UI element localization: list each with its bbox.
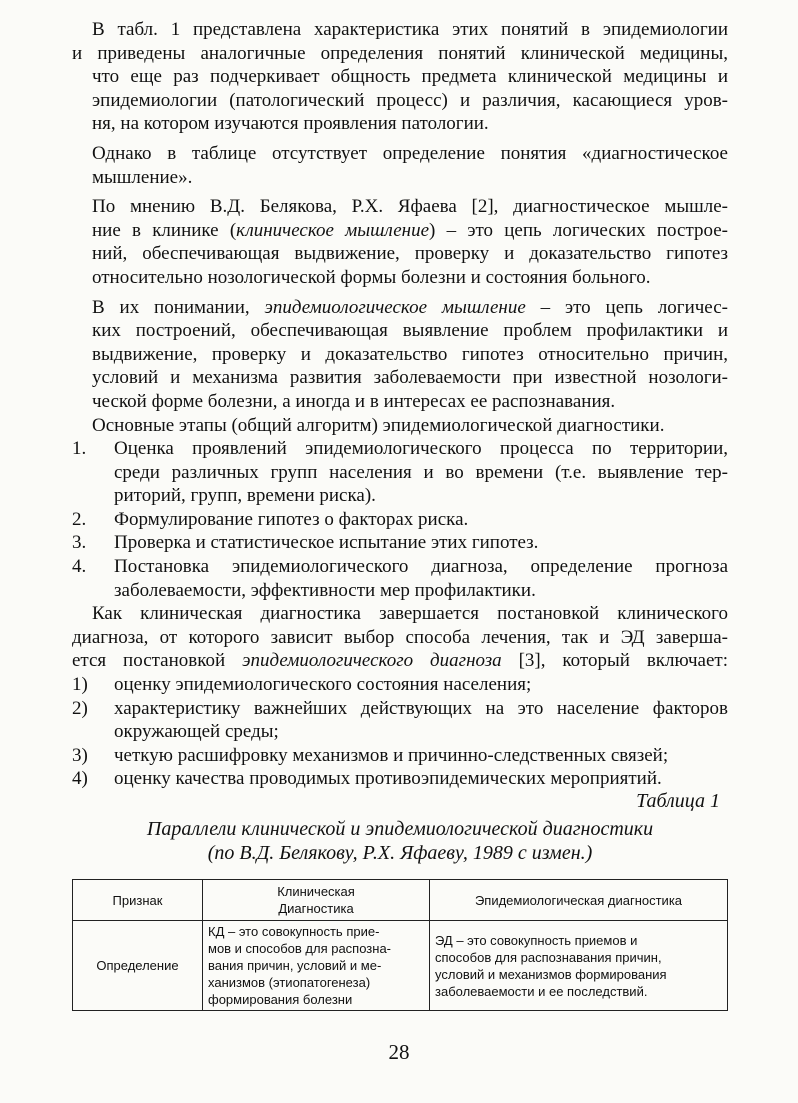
table-header-row [73, 880, 728, 921]
table-label: Таблица 1 [636, 790, 720, 812]
list-item: 1. Оценка проявлений эпидемиологического процесса по территории, среди различных групп населения и во времени (т.е. выявление тер- риторий, групп, времени риска). [72, 438, 728, 507]
list-item: 3. Проверка и статистическое испытание этих гипотез. [72, 532, 539, 554]
paragraph-6: Как клиническая диагностика завершается постановкой клинического диагноза, от которого зависит выбор способа лечения, так и ЭД заверша- ется постановкой эпидемиологического диагноза [3], который включает: [72, 603, 728, 672]
header-cell: Эпидемиологическая диагностика [430, 880, 728, 921]
table-row [73, 921, 728, 1011]
table-title: Параллели клинической и эпидемиологической диагностики (по В.Д. Белякову, Р.Х. Яфаеву, 1989 с измен.) [146, 818, 654, 864]
paragraph-1: В табл. 1 представлена характеристика этих понятий в эпидемиологии и приведены аналогичные определения понятий клинической медицины, что еще раз подчеркивает общность предмета клинической медицины и эпидемиологии (патологический процесс) и различия, касающиеся уров- ня, на котором изучаются проявления патологии. [72, 19, 728, 135]
paragraph-3: По мнению В.Д. Белякова, Р.Х. Яфаева [2], диагностическое мышле- ние в клинике (клиническое мышление) – это цепь логических построе- ний, обеспечивающая выдвижение, проверку и доказательство гипотез относительно нозологической формы болезни и состояния больного. [92, 196, 728, 288]
list-item: 4) оценку качества проводимых противоэпидемических мероприятий. [72, 768, 662, 790]
paragraph-5: Основные этапы (общий алгоритм) эпидемиологической диагностики. [92, 414, 665, 436]
list-item: 4. Постановка эпидемиологического диагноза, определение прогноза заболеваемости, эффективности мер профилактики. [72, 556, 728, 601]
components-list [72, 673, 728, 791]
list-item: 3) четкую расшифровку механизмов и причинно-следственных связей; [72, 744, 669, 766]
body-text [72, 18, 728, 791]
steps-list [72, 437, 728, 602]
paragraph-4: В их понимании, эпидемиологическое мышление – это цепь логичес- ких построений, обеспечивающая выявление проблем профилактики и выдвижение, проверку и доказательство гипотез относительно причин, условий и механизма развития заболеваемости при известной нозологи- ческой форме болезни, а иногда и в интересах ее распознавания. [92, 296, 728, 412]
table-cell: ЭД – это совокупность приемов и способов для распознавания причин, условий и механизмов формирования заболеваемости и ее последствий. [430, 921, 728, 1011]
list-item: 2. Формулирование гипотез о факторах риска. [72, 508, 469, 530]
table-cell: Определение [73, 921, 203, 1011]
comparison-table [72, 879, 728, 1011]
page-number: 28 [388, 1040, 410, 1064]
paragraph-2: Однако в таблице отсутствует определение понятия «диагностическое мышление». [92, 142, 728, 188]
list-item: 2) характеристику важнейших действующих на это население факторов окружающей среды; [72, 697, 728, 743]
list-item: 1) оценку эпидемиологического состояния населения; [72, 674, 532, 696]
header-cell: Клиническая Диагностика [203, 880, 430, 921]
header-cell: Признак [73, 880, 203, 921]
table-cell: КД – это совокупность прие- мов и способов для распозна- вания причин, условий и ме- ханизмов (этиопатогенеза) формирования болезни [203, 921, 430, 1011]
